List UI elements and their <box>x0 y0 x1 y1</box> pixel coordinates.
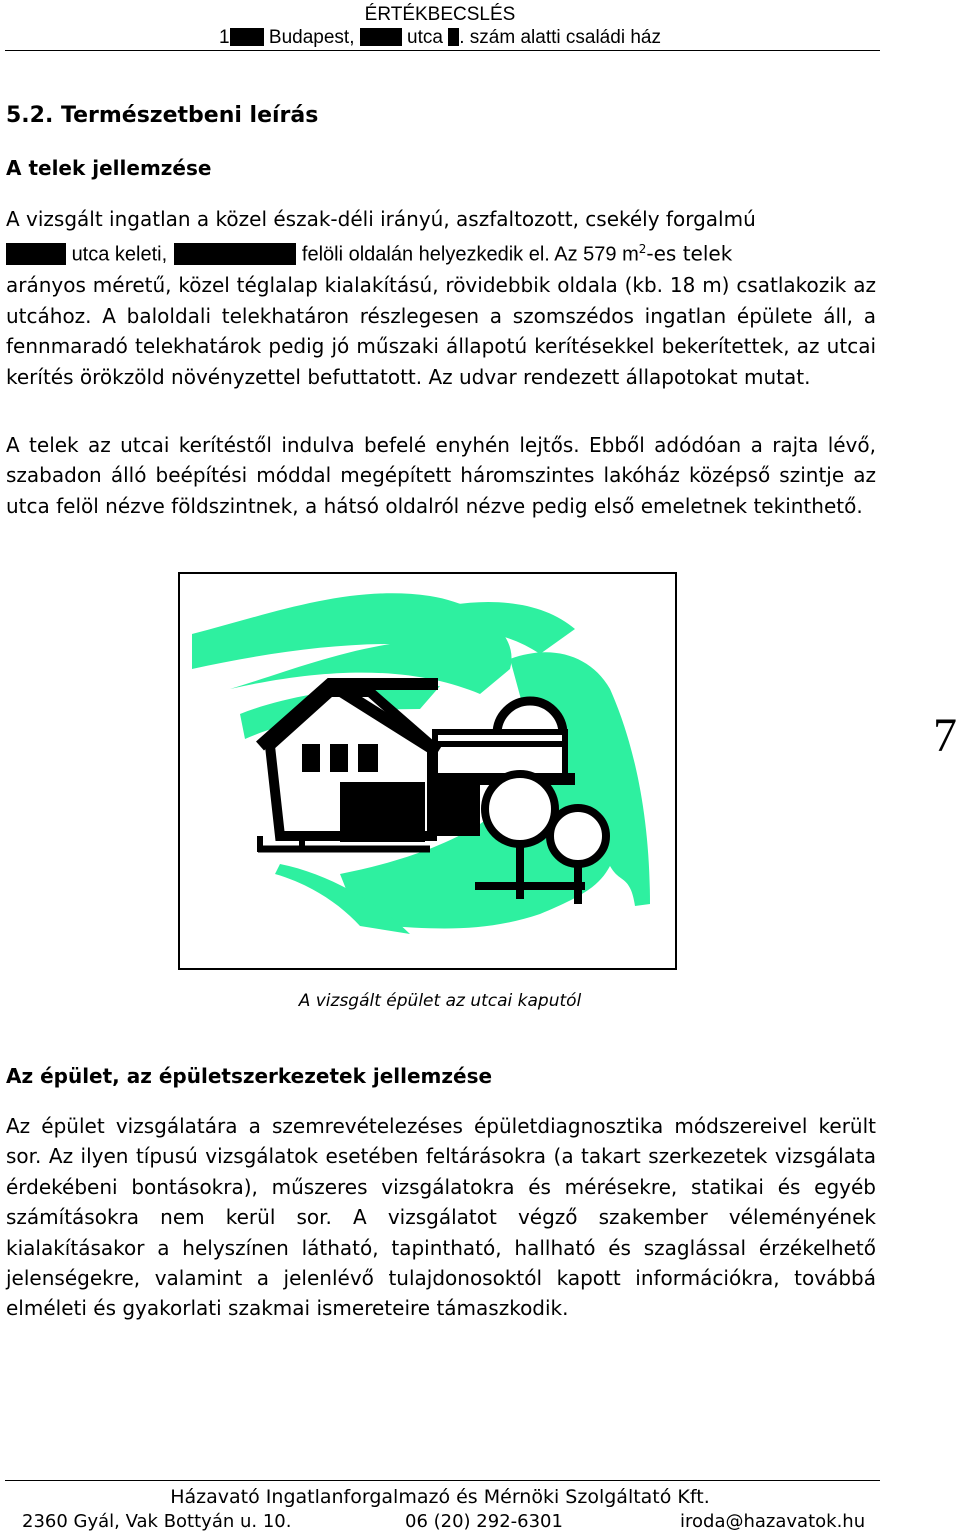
header-divider <box>5 50 880 51</box>
slope-description-paragraph: A telek az utcai kerítéstől indulva befelé enyhén lejtős. Ebből adódóan a rajta lévő, szabadon álló beépítési móddal megépített háromszintes lakóház középső szintje az utca felöl nézve földszintnek, a hátsó oldalról nézve pedig első emeletnek tekinthető. <box>6 433 876 518</box>
page-number: 7 <box>933 709 957 762</box>
building-figure <box>178 572 677 970</box>
building-description-paragraph: Az épület vizsgálatára a szemrevételezéses épületdiagnosztika módszereivel került sor. Az ilyen típusú vizsgálatok esetében feltárásokra (a takart szerkezetek vizsgálata érdekébeni bontásokra), műszeres vizsgálatokra és mérésekre, statikai és egyéb számításokra nem kerül sor. A vizsgálatot végző szakember véleményének kialakításakor a helyszínen látható, tapintható, hallható és szaglással érzékelhető jelenségekre, valamint a jelenlévő tulajdonosoktól kapott információkra, továbbá elméleti és gyakorlati szakmai ismereteire támaszkodik. <box>6 1114 876 1321</box>
footer-divider <box>5 1480 880 1481</box>
redaction-block <box>174 243 296 265</box>
document-title: ÉRTÉKBECSLÉS <box>364 4 516 25</box>
footer-email-link[interactable]: iroda@hazavatok.hu <box>680 1511 866 1532</box>
paragraph-line: A vizsgált ingatlan a közel észak-déli irányú, aszfaltozott, csekély forgalmú <box>6 207 756 231</box>
building-heading: Az épület, az épületszerkezetek jellemzése <box>6 1064 493 1088</box>
property-address: 1 Budapest, utca . szám alatti családi ház <box>219 27 661 48</box>
plot-heading: A telek jellemzése <box>6 156 212 180</box>
footer-company-name: Házavató Ingatlanforgalmazó és Mérnöki Szolgáltató Kft. <box>170 1486 710 1508</box>
footer-phone: 06 (20) 292-6301 <box>405 1511 563 1532</box>
house-clipart-icon <box>180 574 675 968</box>
redaction-block <box>6 243 66 265</box>
paragraph-text: arányos méretű, közel téglalap kialakítású, rövidebbik oldala (kb. 18 m) csatlakozik az utcához. A baloldali telekhatáron részlegesen a szomszédos ingatlan épülete áll, a fennmaradó telekhatárok pedig jó műszaki állapotú kerítésekkel bekerítettek, az utcai kerítés örökzöld növényzettel befuttatott. Az udvar rendezett állapotokat mutat. <box>6 273 876 389</box>
paragraph-line: utca keleti, felöli oldalán helyezkedik el. Az 579 $m^2-es$ telek <box>6 234 876 270</box>
figure-caption: A vizsgált épület az utcai kaputól <box>298 991 582 1011</box>
plot-description-paragraph <box>6 204 876 392</box>
section-heading: 5.2. Természetbeni leírás <box>6 103 319 128</box>
redaction-block <box>230 28 264 46</box>
redaction-block <box>448 28 459 46</box>
footer-address: 2360 Gyál, Vak Bottyán u. 10. <box>22 1511 292 1532</box>
redaction-block <box>360 28 402 46</box>
